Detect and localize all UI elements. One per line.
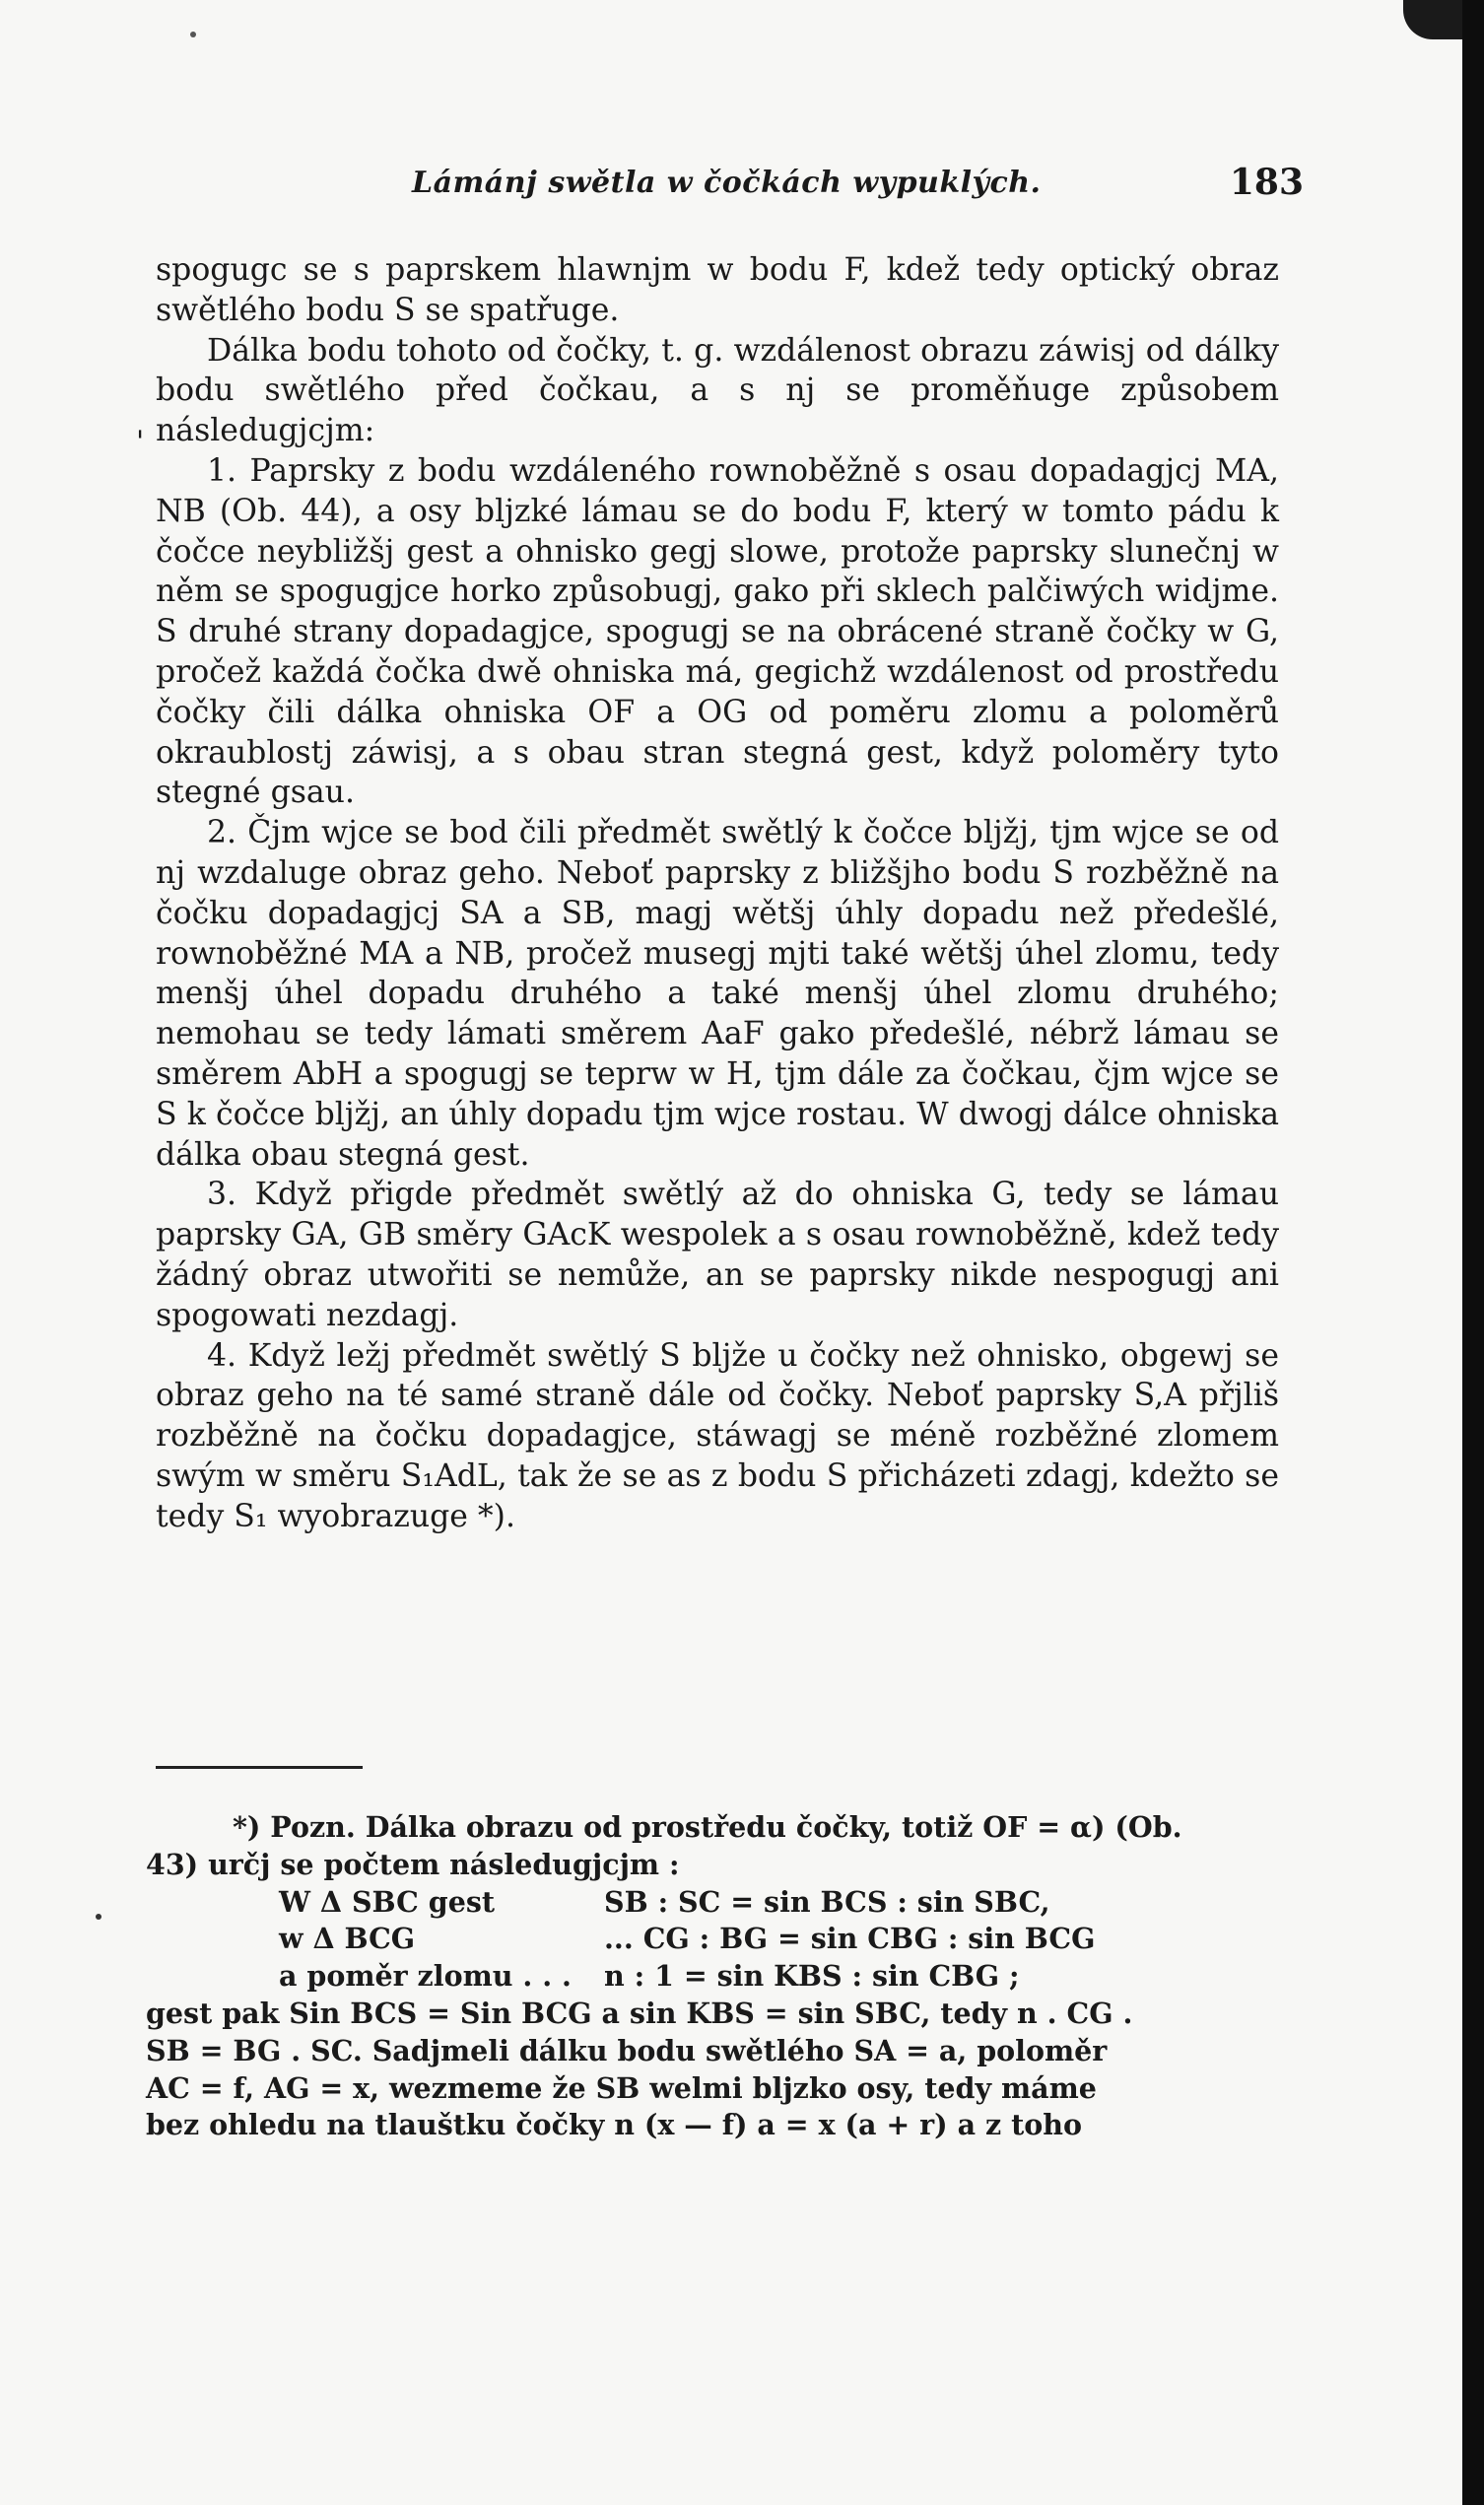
footnote-line: *) Pozn. Dálka obrazu od prostředu čočky, totiž OF = α) (Ob. [233,1810,1182,1844]
footnote-divider [156,1766,363,1769]
equation-lhs: a poměr zlomu . . . [279,1959,572,1994]
equation-rhs: n : 1 = sin KBS : sin CBG ; [604,1959,1020,1994]
running-title: Lámánj swětla w čočkách wypuklých. [412,166,1042,200]
footnote-line: SB = BG . SC. Sadjmeli dálku bodu swětlého SA = a, poloměr [146,2033,1108,2067]
margin-dot [96,1914,101,1920]
paragraph-point-2: 2. Čjm wjce se bod čili předmět swětlý k čočce bljžj, tjm wjce se od nj wzdaluge obraz geho. Neboť paprsky z bližšjho bodu S rozběžně na čočku dopadagjcj SA a SB, magj wětšj úhly dopadu než předešlé, rownoběžné MA a NB, pročež musegj mjti také wětšj úhel zlomu, tedy menšj úhel dopadu druhého a také menšj úhel zlomu druhého; nemohau se tedy lámati směrem AaF gako předešlé, nébrž lámau se směrem AbH a spogugj se teprw w H, tjm dále za čočkau, čjm wjce se S k čočce bljžj, an úhly dopadu tjm wjce rostau. W dwogj dálce ohniska dálka obau stegná gest. [156,815,1279,1173]
equation-rhs: ... CG : BG = sin CBG : sin BCG [604,1922,1096,1956]
footnote-equation [146,1958,1279,1996]
dust-speck [190,32,196,37]
footnote-equation [146,1921,1279,1958]
footnote-equation [146,1884,1279,1922]
page-header [412,162,1304,215]
footnote-line: gest pak Sin BCS = Sin BCG a sin KBS = sin SBC, tedy n . CG . [146,1996,1133,2030]
paragraph-point-4: 4. Když ležj předmět swětlý S bljže u čočky než ohnisko, obgewj se obraz geho na té samé straně dále od čočky. Neboť paprsky S,A přjliš rozběžně na čočku dopadagjce, stáwagj se méně rozběžné zlomem swým w směru S₁AdL, tak že se as z bodu S přicházeti zdagj, kdežto se tedy S₁ wyobrazuge *). [156,1337,1279,1534]
paragraph-intro: Dálka bodu tohoto od čočky, t. g. wzdálenost obrazu záwisj od dálky bodu swětlého před čočkau, a s nj se proměňuge způsobem následugjcjm: [156,332,1279,449]
paragraph-point-1: 1. Paprsky z bodu wzdáleného rownoběžně s osau dopadagjcj MA, NB (Ob. 44), a osy bljzké lámau se do bodu F, který w tomto pádu k čočce neybližšj gest a ohnisko gegj slowe, protože paprsky slunečnj w něm se spogugjce horko způsobugj, gako při sklech palčiwých widjme. S druhé strany dopadagjce, spogugj se na obrácené straně čočky w G, pročež každá čočka dwě ohniska má, gegichž wzdálenost od prostředu čočky čili dálka ohniska OF a OG od poměru zlomu a poloměrů okraublostj záwisj, a s obau stran stegná gest, když poloměry tyto stegné gsau. [156,452,1279,811]
paragraph-point-3: 3. Když přigde předmět swětlý až do ohniska G, tedy se lámau paprsky GA, GB směry GAcK wespolek a s osau rownoběžně, kdež tedy žádný obraz utwořiti se nemůže, an se paprsky nikde nespogugj ani spogowati nezdagj. [156,1177,1279,1333]
paragraph-continuation: spogugc se s paprskem hlawnjm w bodu F, kdež tedy optický obraz swětlého bodu S se spatřuge. [156,252,1279,328]
equation-lhs: w Δ BCG [279,1922,416,1956]
scan-edge [1462,0,1484,2505]
margin-mark: ' [136,425,145,459]
footnote-line: AC = f, AG = x, wezmeme že SB welmi bljzko osy, tedy máme [146,2070,1097,2105]
page-number: 183 [1229,162,1304,203]
equation-rhs: SB : SC = sin BCS : sin SBC, [604,1884,1050,1919]
footnote-line: 43) určj se počtem následugjcjm : [146,1847,680,1881]
main-text [156,250,1279,1537]
equation-lhs: W Δ SBC gest [279,1884,496,1919]
footnote-line: bez ohledu na tlauštku čočky n (x — f) a = x (a + r) a z toho [146,2108,1082,2142]
footnote [146,1809,1279,2144]
